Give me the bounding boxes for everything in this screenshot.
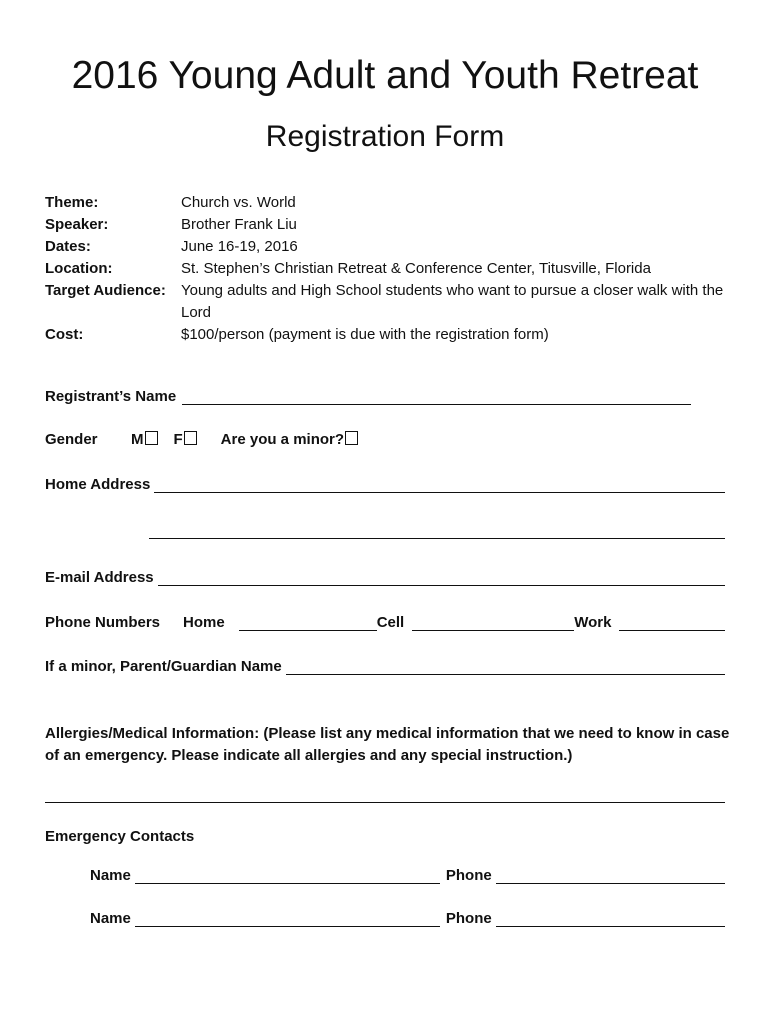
retreat-info <box>45 192 735 346</box>
home-address-field-line-2[interactable] <box>149 522 725 539</box>
info-label: Theme: <box>45 194 99 211</box>
gender-male-option[interactable] <box>131 431 158 448</box>
email-label: E-mail Address <box>45 569 154 586</box>
info-value: $100/person (payment is due with the registration form) <box>181 326 549 343</box>
minor-option[interactable] <box>221 431 358 448</box>
info-label: Location: <box>45 260 113 277</box>
gender-female-option[interactable] <box>174 431 197 448</box>
emergency-phone-field[interactable] <box>496 867 725 884</box>
home-address-field[interactable] <box>154 476 725 493</box>
info-label: Speaker: <box>45 216 109 233</box>
gender-female-label: F <box>173 431 183 448</box>
gender-female-checkbox[interactable] <box>184 431 197 445</box>
emergency-phone-label: Phone <box>445 867 492 884</box>
info-row-dates <box>45 236 735 258</box>
phone-work-field[interactable] <box>619 614 725 631</box>
gender-male-label: M <box>131 431 144 448</box>
phone-work-label: Work <box>574 614 612 631</box>
minor-label: Are you a minor? <box>220 431 345 448</box>
gender-label: Gender <box>45 431 98 448</box>
phone-row <box>45 614 725 631</box>
emergency-contacts-title: Emergency Contacts <box>45 828 195 845</box>
minor-checkbox[interactable] <box>345 431 358 445</box>
registrant-name-row <box>45 388 691 405</box>
gender-male-checkbox[interactable] <box>145 431 158 445</box>
emergency-name-label: Name <box>90 910 131 927</box>
info-value: Church vs. World <box>181 194 296 211</box>
emergency-name-field[interactable] <box>135 910 440 927</box>
emergency-contact-row <box>90 867 725 884</box>
allergies-field[interactable] <box>45 786 725 803</box>
emergency-name-field[interactable] <box>135 867 440 884</box>
info-value: Young adults and High School students who want to pursue a closer walk with the Lord <box>181 282 724 321</box>
info-row-speaker <box>45 214 735 236</box>
emergency-phone-label: Phone <box>445 910 492 927</box>
info-label: Target Audience: <box>45 282 166 299</box>
registrant-name-field[interactable] <box>182 388 691 405</box>
info-row-cost <box>45 324 735 346</box>
phone-cell-label: Cell <box>376 614 405 631</box>
info-label: Dates: <box>45 238 91 255</box>
info-row-location <box>45 258 735 280</box>
phone-cell-field[interactable] <box>412 614 574 631</box>
emergency-contact-row <box>90 910 725 927</box>
info-value: St. Stephen’s Christian Retreat & Conference Center, Titusville, Florida <box>181 260 651 277</box>
email-field[interactable] <box>158 569 725 586</box>
home-address-label: Home Address <box>45 476 151 493</box>
home-address-row <box>45 476 725 493</box>
gender-row <box>45 431 725 448</box>
guardian-field[interactable] <box>286 658 725 675</box>
page-title: 2016 Young Adult and Youth Retreat <box>71 54 699 97</box>
emergency-phone-field[interactable] <box>496 910 725 927</box>
allergies-instructions: Allergies/Medical Information: (Please list any medical information that we need to know in case of an emergency. Please indicate all allergies and any special instruction.) <box>45 725 730 764</box>
email-row <box>45 569 725 586</box>
info-value: Brother Frank Liu <box>181 216 297 233</box>
phone-label: Phone Numbers <box>45 614 161 631</box>
emergency-name-label: Name <box>90 867 131 884</box>
registrant-name-label: Registrant’s Name <box>45 388 177 405</box>
guardian-label: If a minor, Parent/Guardian Name <box>45 658 282 675</box>
info-label: Cost: <box>45 326 84 343</box>
phone-home-label: Home <box>183 614 225 631</box>
guardian-row <box>45 658 725 675</box>
phone-home-field[interactable] <box>239 614 377 631</box>
info-value: June 16-19, 2016 <box>181 238 298 255</box>
info-row-theme <box>45 192 735 214</box>
page-subtitle: Registration Form <box>265 120 505 153</box>
info-row-target-audience <box>45 280 735 324</box>
